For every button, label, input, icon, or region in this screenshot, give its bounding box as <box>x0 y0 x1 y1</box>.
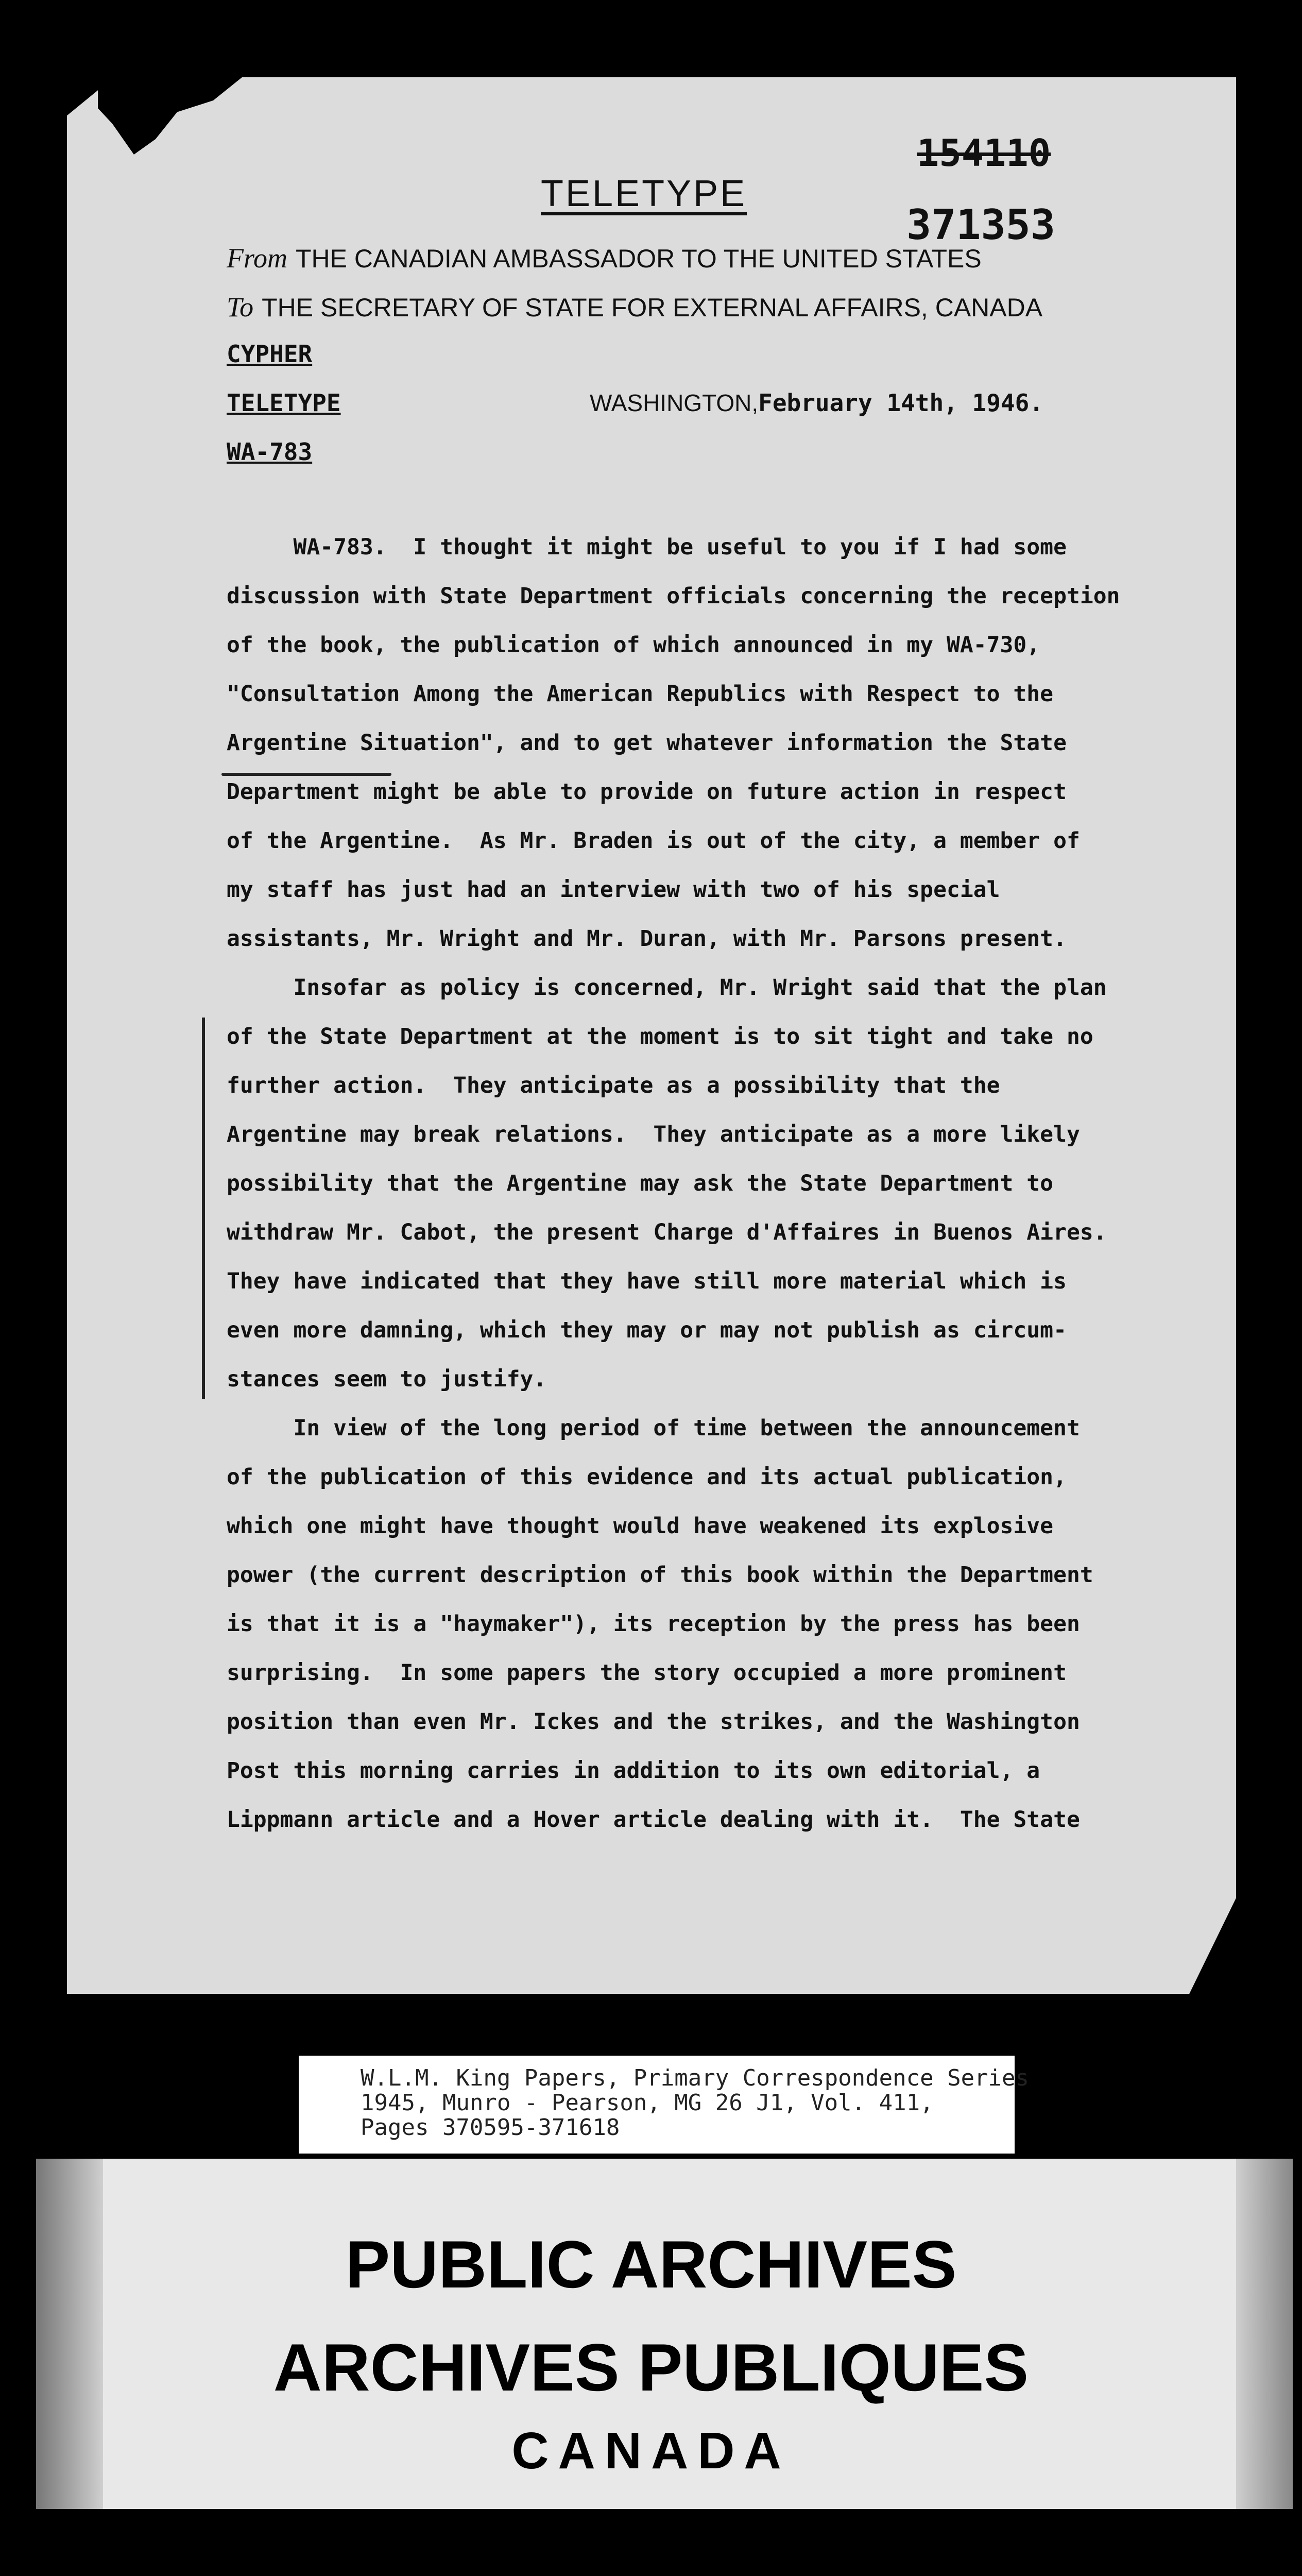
body-line: power (the current description of this book within the Department <box>227 1562 1093 1588</box>
body-line: Insofar as policy is concerned, Mr. Wright said that the plan <box>227 975 1107 1001</box>
body-line: discussion with State Department officials concerning the reception <box>227 583 1120 609</box>
body-line: They have indicated that they have still more material which is <box>227 1268 1067 1294</box>
place: WASHINGTON, <box>590 389 759 416</box>
archive-card-line2: ARCHIVES PUBLIQUES <box>273 2330 1029 2405</box>
to-text: THE SECRETARY OF STATE FOR EXTERNAL AFFAIRS, CANADA <box>262 293 1043 322</box>
body-line: of the publication of this evidence and its actual publication, <box>227 1464 1067 1490</box>
body-line: even more damning, which they may or may not publish as circum- <box>227 1317 1067 1343</box>
to-label: To <box>227 292 254 323</box>
body-line: Argentine Situation", and to get whatever information the State <box>227 730 1067 756</box>
body-line: of the book, the publication of which announced in my WA-730, <box>227 632 1040 658</box>
body-line: withdraw Mr. Cabot, the present Charge d'Affaires in Buenos Aires. <box>227 1219 1107 1245</box>
margin-mark <box>202 1018 205 1399</box>
body-line: assistants, Mr. Wright and Mr. Duran, with Mr. Parsons present. <box>227 926 1067 952</box>
to-line <box>227 291 1042 323</box>
body-line: In view of the long period of time between the announcement <box>227 1415 1080 1441</box>
from-line <box>227 242 982 274</box>
body-line: possibility that the Argentine may ask the State Department to <box>227 1171 1054 1196</box>
body-line: is that it is a "haymaker"), its reception by the press has been <box>227 1611 1080 1637</box>
place-date <box>590 389 1043 417</box>
label-line: Pages 370595-371618 <box>361 2114 620 2141</box>
body-line: which one might have thought would have weakened its explosive <box>227 1513 1054 1539</box>
body-line: Lippmann article and a Hover article dealing with it. The State <box>227 1807 1080 1833</box>
from-text: THE CANADIAN AMBASSADOR TO THE UNITED STATES <box>296 244 982 273</box>
body-line: stances seem to justify. <box>227 1366 547 1392</box>
handwritten-underline <box>221 773 391 776</box>
archive-card-line3: CANADA <box>511 2422 791 2480</box>
body-line: position than even Mr. Ickes and the strikes, and the Washington <box>227 1709 1080 1735</box>
classification: CYPHER <box>227 340 313 368</box>
body-line: my staff has just had an interview with two of his special <box>227 877 1000 903</box>
label-line: W.L.M. King Papers, Primary Correspondence Series <box>361 2065 1030 2091</box>
transmission-type: TELETYPE <box>227 389 341 417</box>
body-line: Argentine may break relations. They anticipate as a more likely <box>227 1122 1080 1147</box>
reference-number: WA-783 <box>227 438 313 466</box>
body-line: of the State Department at the moment is to sit tight and take no <box>227 1024 1093 1049</box>
from-label: From <box>227 243 287 274</box>
body-line: further action. They anticipate as a possibility that the <box>227 1073 1000 1098</box>
document-title: TELETYPE <box>541 173 747 214</box>
serial-number: 371353 <box>906 201 1055 249</box>
body-line: "Consultation Among the American Republics with Respect to the <box>227 681 1054 707</box>
label-line: 1945, Munro - Pearson, MG 26 J1, Vol. 411, <box>361 2090 934 2116</box>
body-text <box>227 523 1221 1844</box>
body-line: WA-783. I thought it might be useful to you if I had some <box>227 534 1067 560</box>
date: February 14th, 1946. <box>758 389 1044 417</box>
body-line: of the Argentine. As Mr. Braden is out of the city, a member of <box>227 828 1080 854</box>
serial-number-crossed: 154110 <box>917 131 1051 175</box>
archive-card-line1: PUBLIC ARCHIVES <box>345 2227 957 2302</box>
body-line: Department might be able to provide on future action in respect <box>227 779 1067 805</box>
body-line: surprising. In some papers the story occupied a more prominent <box>227 1660 1067 1686</box>
archive-reference-label <box>299 2056 1030 2154</box>
body-line: Post this morning carries in addition to its own editorial, a <box>227 1758 1040 1784</box>
